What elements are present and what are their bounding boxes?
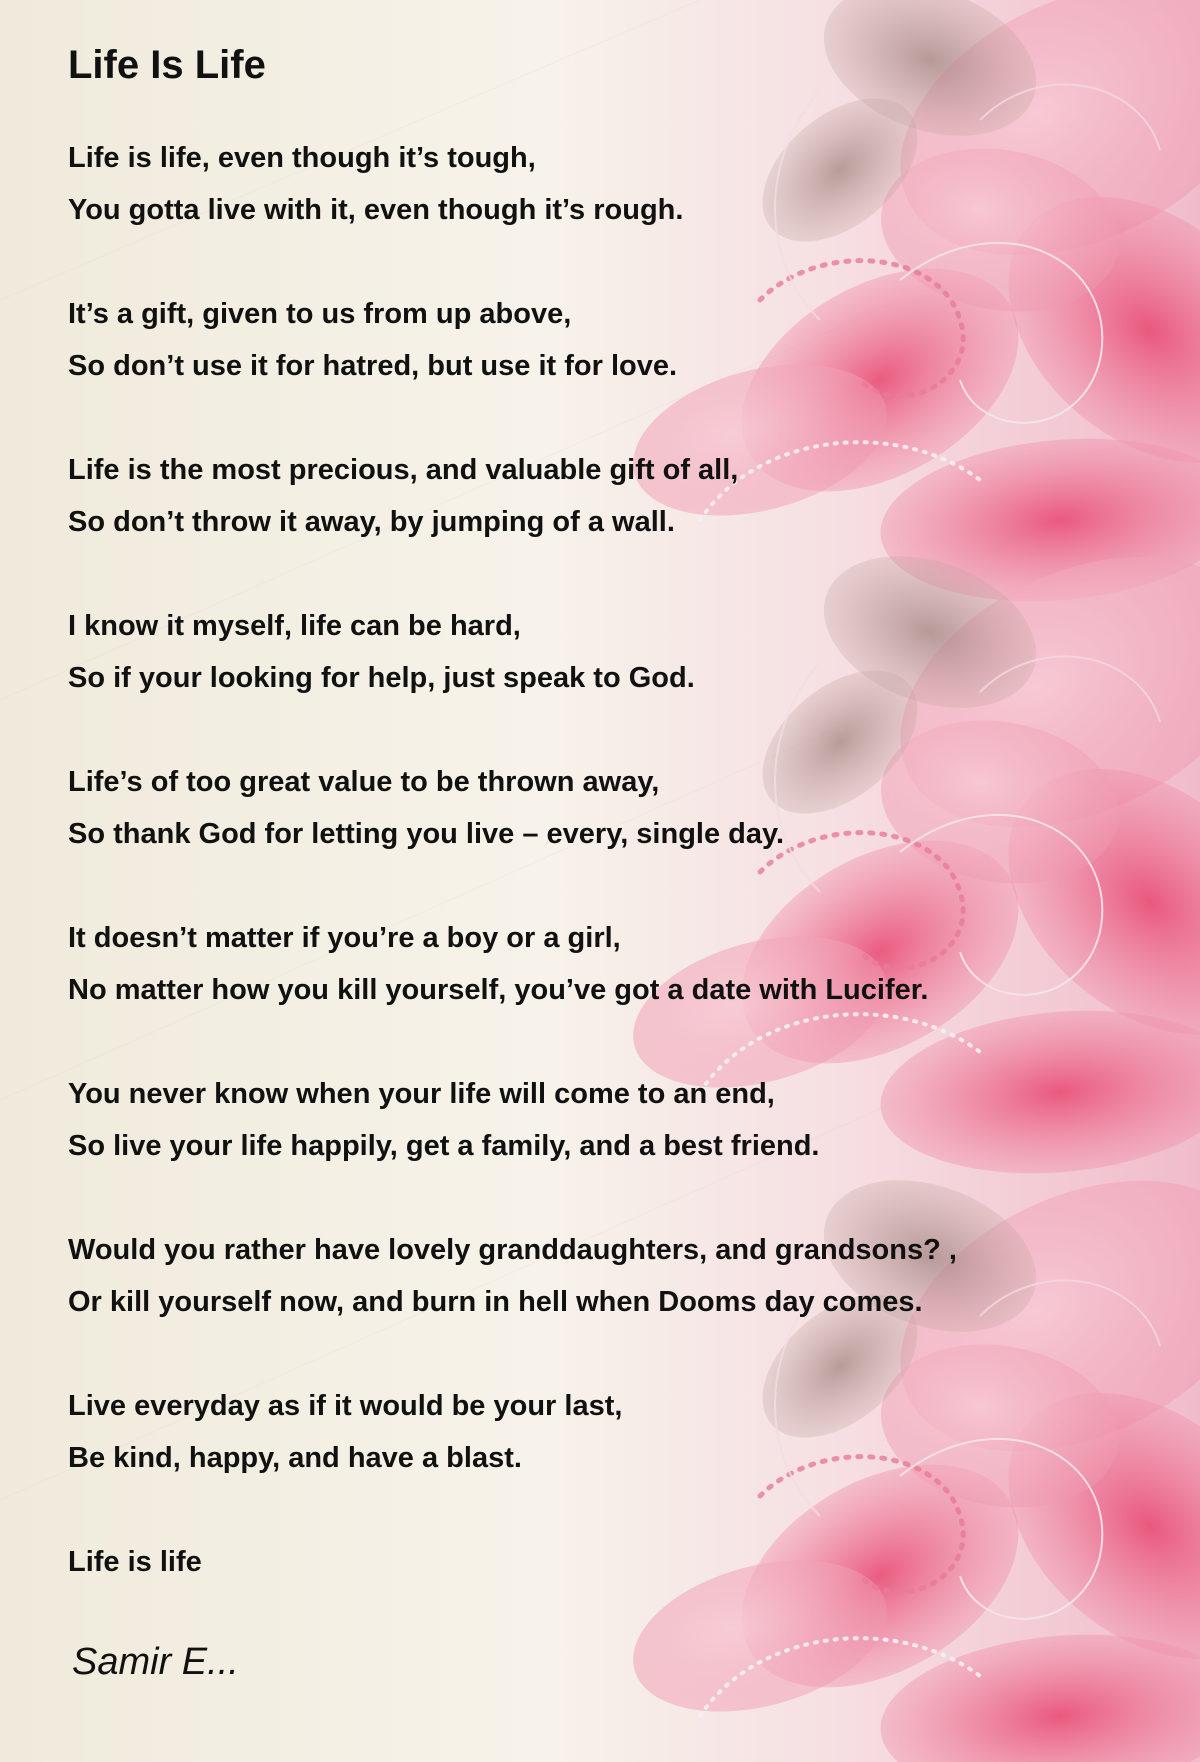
poem-author: Samir E...	[72, 1641, 239, 1683]
poem-line: Life is the most precious, and valuable gift of all,	[68, 454, 739, 486]
stanza-7	[68, 1068, 1108, 1172]
stanza-9	[68, 1380, 1108, 1484]
stanza-10	[68, 1536, 1108, 1588]
poem-line: Life’s of too great value to be thrown away,	[68, 766, 660, 798]
poem-line: So live your life happily, get a family, and a best friend.	[68, 1130, 820, 1162]
poem-line: So don’t use it for hatred, but use it for love.	[68, 350, 678, 382]
stanza-6	[68, 912, 1108, 1016]
poem-line: You gotta live with it, even though it’s rough.	[68, 194, 684, 226]
poem-container	[68, 40, 1108, 1686]
stanza-4	[68, 600, 1108, 704]
poem-line: I know it myself, life can be hard,	[68, 610, 521, 642]
poem-line: Life is life, even though it’s tough,	[68, 142, 536, 174]
stanza-3	[68, 444, 1108, 548]
poem-line: You never know when your life will come to an end,	[68, 1078, 775, 1110]
poem-line: So thank God for letting you live – every, single day.	[68, 818, 785, 850]
stanza-1	[68, 132, 1108, 236]
stanza-8	[68, 1224, 1108, 1328]
poem-line: So if your looking for help, just speak to God.	[68, 662, 695, 694]
poem-line: Life is life	[68, 1546, 202, 1578]
stanza-2	[68, 288, 1108, 392]
poem-line: So don’t throw it away, by jumping of a wall.	[68, 506, 675, 538]
poem-line: Live everyday as if it would be your last,	[68, 1390, 623, 1422]
stanza-5	[68, 756, 1108, 860]
poem-line: It’s a gift, given to us from up above,	[68, 298, 572, 330]
poem-line: It doesn’t matter if you’re a boy or a girl,	[68, 922, 621, 954]
poem-title: Life Is Life	[68, 43, 266, 87]
poem-line: Would you rather have lovely granddaughters, and grandsons? ,	[68, 1234, 957, 1266]
poem-line: Or kill yourself now, and burn in hell when Dooms day comes.	[68, 1286, 923, 1318]
poem-line: No matter how you kill yourself, you’ve got a date with Lucifer.	[68, 974, 929, 1006]
poem-line: Be kind, happy, and have a blast.	[68, 1442, 522, 1474]
